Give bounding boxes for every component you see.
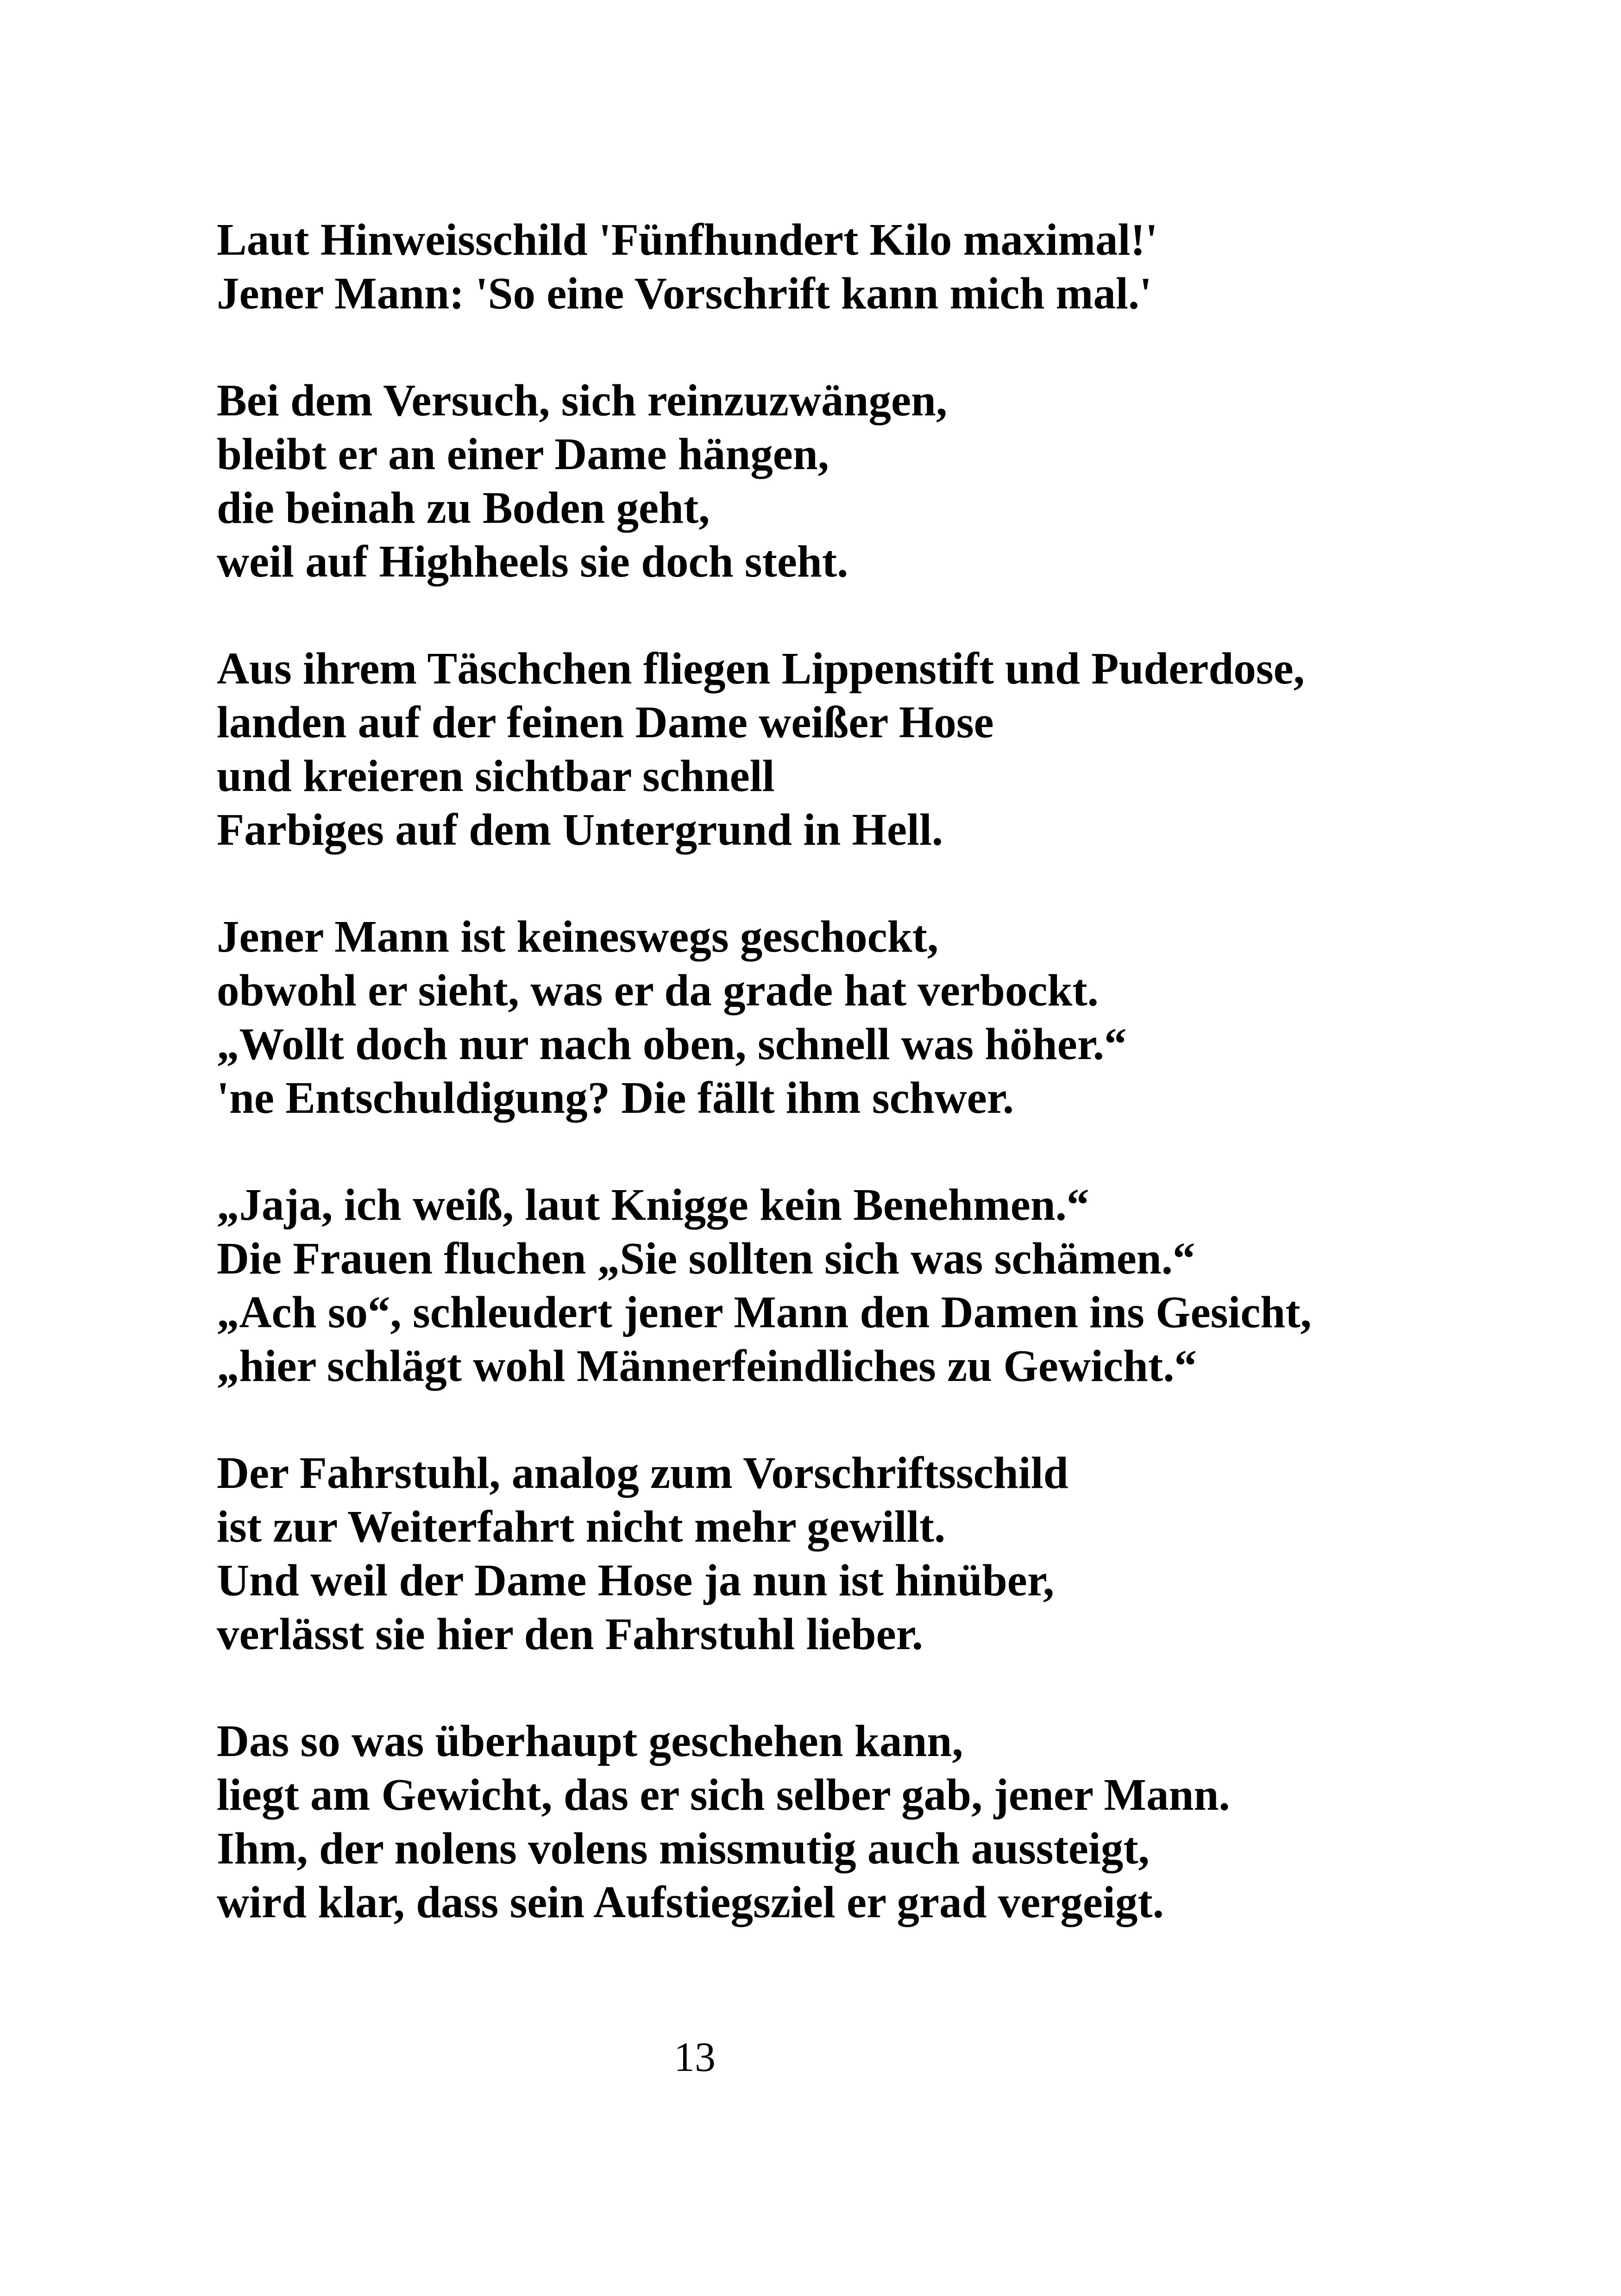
poem-line: landen auf der feinen Dame weißer Hose bbox=[217, 697, 994, 747]
poem-line: Die Frauen fluchen „Sie sollten sich was schämen.“ bbox=[217, 1234, 1195, 1283]
poem-line: Der Fahrstuhl, analog zum Vorschriftsschild bbox=[217, 1448, 1068, 1498]
stanza-7 bbox=[217, 1714, 1560, 1929]
poem-line: wird klar, dass sein Aufstiegsziel er grad vergeigt. bbox=[217, 1877, 1164, 1927]
poem-line: liegt am Gewicht, das er sich selber gab, jener Mann. bbox=[217, 1770, 1230, 1819]
poem-line: Aus ihrem Täschchen fliegen Lippenstift und Puderdose, bbox=[217, 644, 1305, 693]
poem-line: Jener Mann ist keineswegs geschockt, bbox=[217, 912, 939, 961]
poem-line: Ihm, der nolens volens missmutig auch aussteigt, bbox=[217, 1824, 1150, 1873]
stanza-2 bbox=[217, 374, 1560, 589]
page-number: 13 bbox=[674, 2034, 716, 2080]
poem-line: ist zur Weiterfahrt nicht mehr gewillt. bbox=[217, 1502, 946, 1551]
poem-line: Und weil der Dame Hose ja nun ist hinüber, bbox=[217, 1556, 1055, 1605]
poem-line: Farbiges auf dem Untergrund in Hell. bbox=[217, 805, 943, 854]
poem-line: Laut Hinweisschild 'Fünfhundert Kilo maximal!' bbox=[217, 215, 1158, 264]
stanza-5 bbox=[217, 1178, 1560, 1393]
poem-line: Das so was überhaupt geschehen kann, bbox=[217, 1716, 963, 1766]
poem-line: bleibt er an einer Dame hängen, bbox=[217, 429, 829, 479]
stanza-4 bbox=[217, 910, 1560, 1125]
poem-line: weil auf Highheels sie doch steht. bbox=[217, 537, 848, 586]
poem-line: „hier schlägt wohl Männerfeindliches zu Gewicht.“ bbox=[217, 1341, 1197, 1391]
stanza-1 bbox=[217, 213, 1560, 320]
poem-line: Jener Mann: 'So eine Vorschrift kann mich mal.' bbox=[217, 269, 1152, 318]
poem-line: „Ach so“, schleudert jener Mann den Damen ins Gesicht, bbox=[217, 1287, 1312, 1337]
stanza-3 bbox=[217, 642, 1560, 857]
poem-line: verlässt sie hier den Fahrstuhl lieber. bbox=[217, 1609, 924, 1659]
stanza-6 bbox=[217, 1446, 1560, 1661]
poem-line: Bei dem Versuch, sich reinzuzwängen, bbox=[217, 376, 948, 425]
poem-line: obwohl er sieht, was er da grade hat verbockt. bbox=[217, 966, 1099, 1015]
poem-line: „Jaja, ich weiß, laut Knigge kein Benehmen.“ bbox=[217, 1180, 1089, 1230]
poem-line: „Wollt doch nur nach oben, schnell was höher.“ bbox=[217, 1019, 1127, 1069]
poem-body bbox=[217, 213, 1560, 1929]
poem-line: 'ne Entschuldigung? Die fällt ihm schwer. bbox=[217, 1073, 1014, 1123]
poem-line: und kreieren sichtbar schnell bbox=[217, 751, 775, 801]
poem-line: die beinah zu Boden geht, bbox=[217, 483, 710, 533]
